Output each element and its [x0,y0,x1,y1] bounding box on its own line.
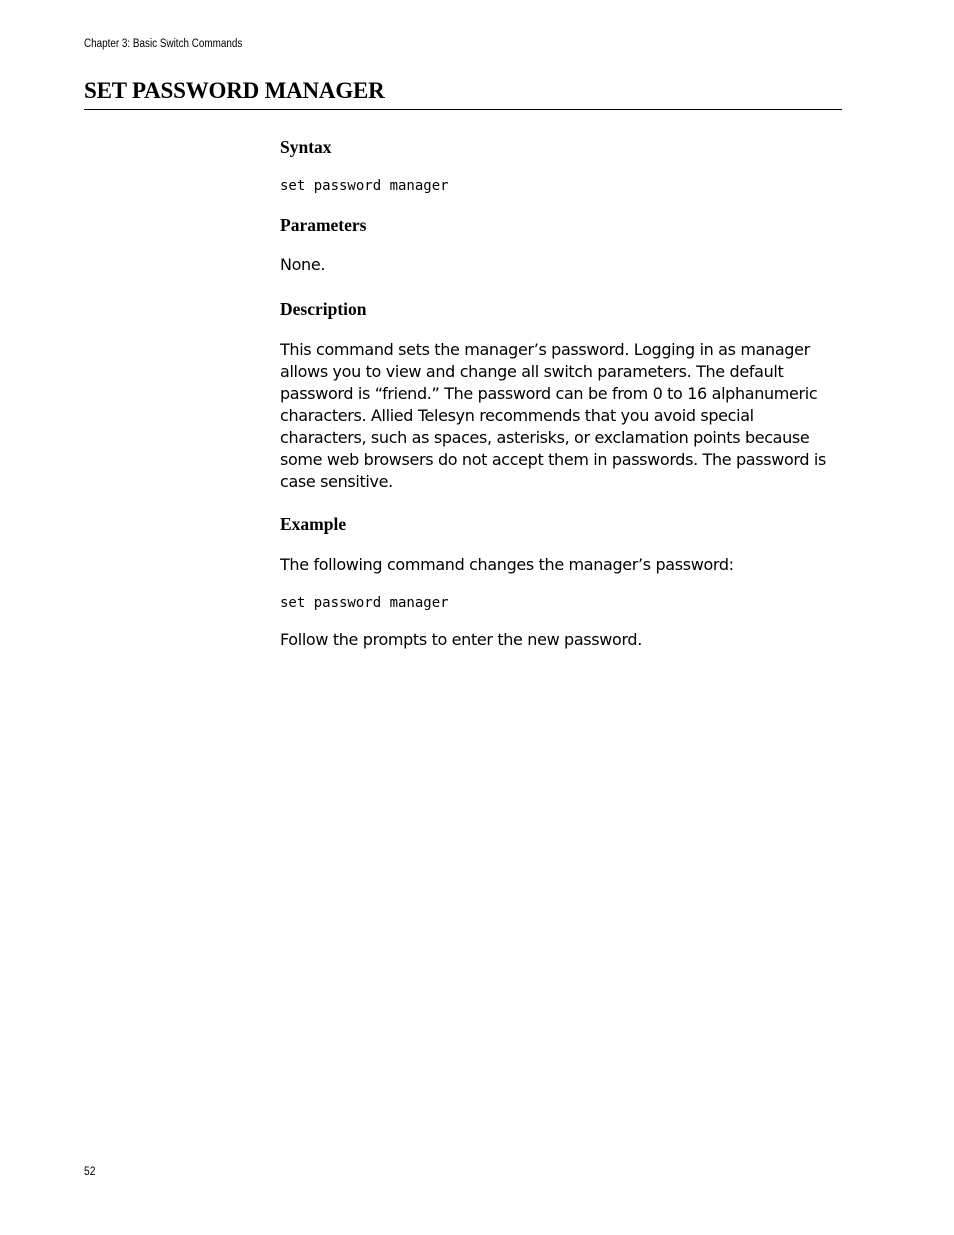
parameters-heading: Parameters [280,215,367,235]
title-divider [84,109,842,110]
example-code: set password manager [280,595,449,611]
syntax-code: set password manager [280,178,449,194]
page-title: SET PASSWORD MANAGER [84,78,385,103]
example-followup-text: Follow the prompts to enter the new password. [280,630,642,649]
syntax-heading: Syntax [280,137,332,157]
running-header: Chapter 3: Basic Switch Commands [84,38,243,50]
page-number: 52 [84,1164,96,1178]
example-intro-text: The following command changes the manager’s password: [280,555,734,574]
description-text: This command sets the manager’s password. Logging in as manager allows you to view and change all switch parameters. The default password is “friend.” The password can be from 0 to 16 alphanumeric characters. Allied Telesyn recommends that you avoid special characters, such as spaces, asterisks, or exclamation points because some web browsers do not accept them in passwords. The password is case sensitive. [280,340,826,491]
parameters-text: None. [280,255,326,274]
example-heading: Example [280,514,347,534]
description-heading: Description [280,299,367,319]
